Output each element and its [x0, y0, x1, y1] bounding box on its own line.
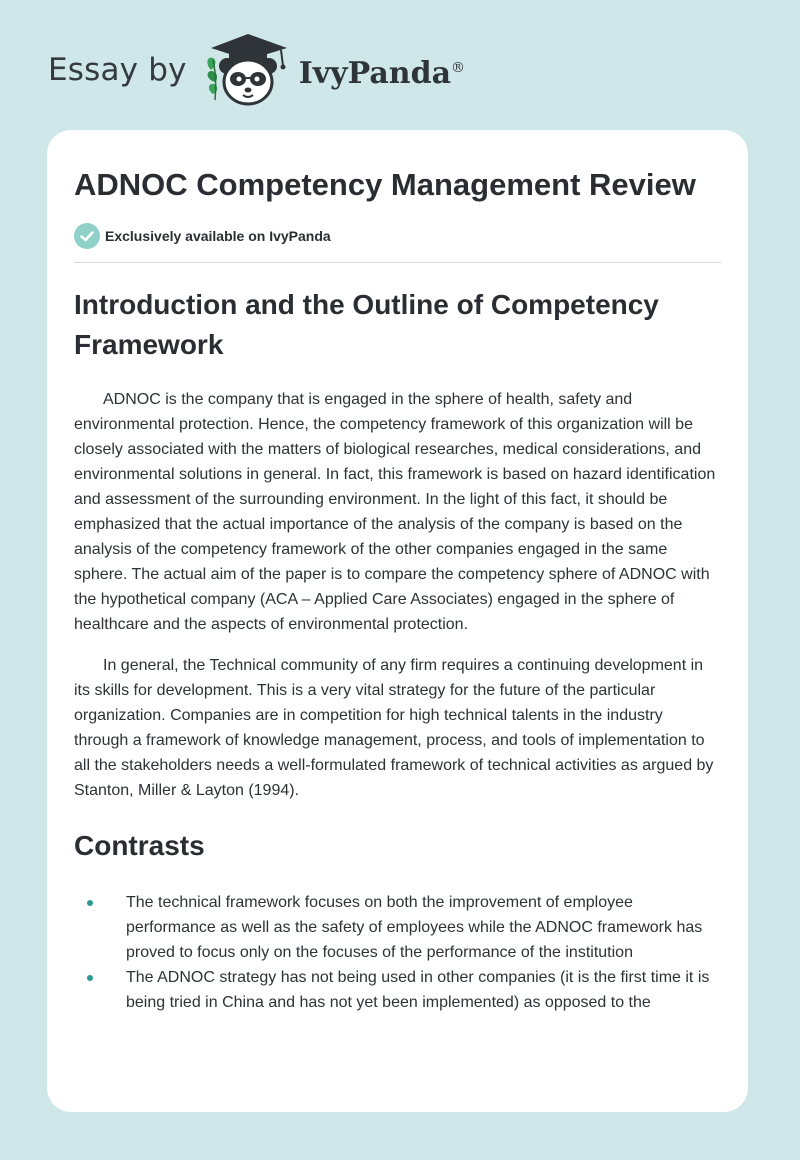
- list-item: [74, 965, 721, 1015]
- brand-prefix: Essay by: [48, 52, 187, 88]
- divider: [74, 262, 721, 263]
- section-heading-introduction: Introduction and the Outline of Competency Framework: [74, 289, 659, 360]
- section-heading-contrasts: Contrasts: [74, 830, 205, 861]
- list-item: [74, 890, 721, 965]
- paragraph: ADNOC is the company that is engaged in the sphere of health, safety and environmental protection. Hence, the competency framework of this organization will be closely associated with the matters of biological researches, medical considerations, and environmental solutions in general. In fact, this framework is based on hazard identification and assessment of the surrounding environment. In the light of this fact, it should be emphasized that the actual importance of the analysis of the company is based on the analysis of the competency framework of the other companies engaged in the same sphere. The actual aim of the paper is to compare the competency sphere of ADNOC with the hypothetical company (ACA – Applied Care Associates) engaged in the sphere of healthcare and the aspects of environmental protection.: [74, 391, 716, 633]
- check-circle-icon: [74, 223, 100, 249]
- list-item-text: The technical framework focuses on both the improvement of employee performance as well as the safety of employees while the ADNOC framework has proved to focus only on the focuses of the performance of the institution: [126, 894, 703, 961]
- contrasts-list: [74, 890, 721, 1015]
- brand-header: [48, 30, 465, 110]
- page-title: ADNOC Competency Management Review: [74, 167, 696, 202]
- bullet-icon: [87, 975, 93, 981]
- badge-text: Exclusively available on IvyPanda: [105, 228, 331, 244]
- paragraph: In general, the Technical community of any firm requires a continuing development in its skills for development. This is a very vital strategy for the future of the particular organization. Companies are in competition for high technical talents in the industry through a framework of knowledge management, process, and tools of implementation to all the stakeholders needs a well-formulated framework of technical activities as argued by Stanton, Miller & Layton (1994).: [74, 657, 714, 799]
- panda-logo-icon: [201, 30, 295, 110]
- list-item-text: The ADNOC strategy has not being used in other companies (it is the first time it is being tried in China and has not yet been implemented) as opposed to the: [126, 969, 710, 1011]
- essay-card: [47, 130, 748, 1112]
- exclusive-badge: [74, 222, 721, 250]
- registered-mark: ®: [451, 59, 466, 76]
- bullet-icon: [87, 900, 93, 906]
- brand-name: [299, 56, 465, 91]
- brand-name-text: IvyPanda: [298, 55, 452, 91]
